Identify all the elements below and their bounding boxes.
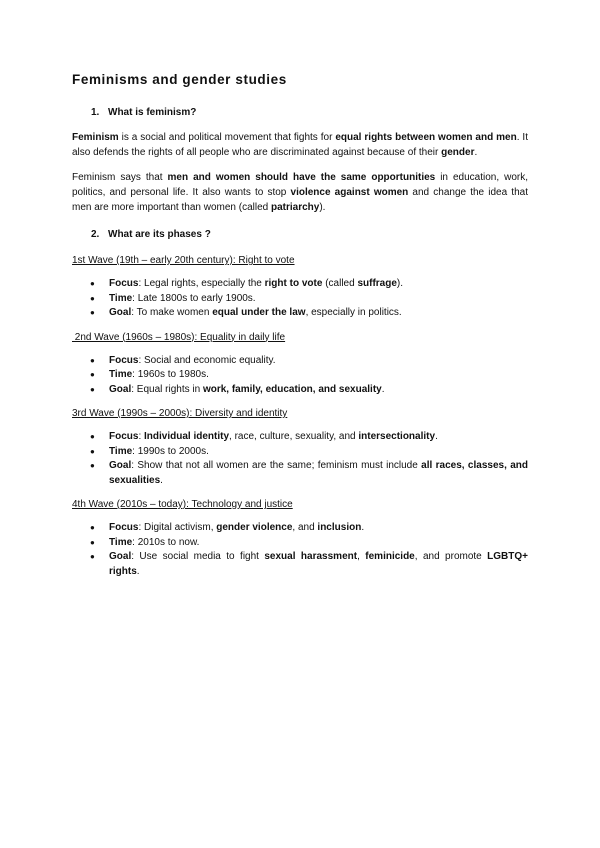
list-item-goal: ● Goal: Equal rights in work, family, education, and sexuality. (72, 383, 528, 398)
wave-4-list (72, 521, 528, 579)
section-heading-what-is-feminism (72, 107, 528, 118)
section-number: 2. (91, 229, 100, 240)
list-item-time: ● Time: Late 1800s to early 1900s. (72, 292, 528, 307)
list-item-goal: ● Goal: Show that not all women are the same; feminism must include all races, classes, and sexualities. (72, 459, 528, 488)
list-item-time: ● Time: 1960s to 1980s. (72, 368, 528, 383)
list-item-focus: ● Focus: Legal rights, especially the right to vote (called suffrage). (72, 277, 528, 292)
paragraph-definition: Feminism is a social and political movement that fights for equal rights between women and men. It also defends the rights of all people who are discriminated against because of their gender. (72, 132, 528, 158)
wave-heading-1: 1st Wave (19th – early 20th century): Right to vote (72, 255, 295, 266)
wave-3-list (72, 430, 528, 488)
document-content (72, 72, 528, 589)
wave-heading-4: 4th Wave (2010s – today): Technology and justice (72, 499, 293, 510)
section-label: What are its phases ? (108, 229, 211, 240)
list-item-focus: ● Focus: Individual identity, race, culture, sexuality, and intersectionality. (72, 430, 528, 445)
list-item-focus: ● Focus: Digital activism, gender violence, and inclusion. (72, 521, 528, 536)
section-number: 1. (91, 107, 100, 118)
wave-2-list (72, 354, 528, 398)
list-item-goal: ● Goal: To make women equal under the law, especially in politics. (72, 306, 528, 321)
wave-heading-3: 3rd Wave (1990s – 2000s): Diversity and identity (72, 408, 288, 419)
list-item-time: ● Time: 1990s to 2000s. (72, 445, 528, 460)
wave-heading-2: 2nd Wave (1960s – 1980s): Equality in daily life (72, 331, 286, 343)
list-item-focus: ● Focus: Social and economic equality. (72, 354, 528, 369)
list-item-goal: ● Goal: Use social media to fight sexual harassment, feminicide, and promote LGBTQ+ rights. (72, 550, 528, 579)
document-title: Feminisms and gender studies (72, 72, 287, 87)
section-label: What is feminism? (108, 107, 197, 118)
paragraph-goals: Feminism says that men and women should have the same opportunities in education, work, politics, and personal life. It also wants to stop violence against women and change the idea that men are more important than women (called patriarchy). (72, 172, 528, 213)
wave-1-list (72, 277, 528, 321)
term-feminism: Feminism (72, 132, 119, 143)
list-item-time: ● Time: 2010s to now. (72, 536, 528, 551)
section-heading-phases (72, 229, 528, 240)
